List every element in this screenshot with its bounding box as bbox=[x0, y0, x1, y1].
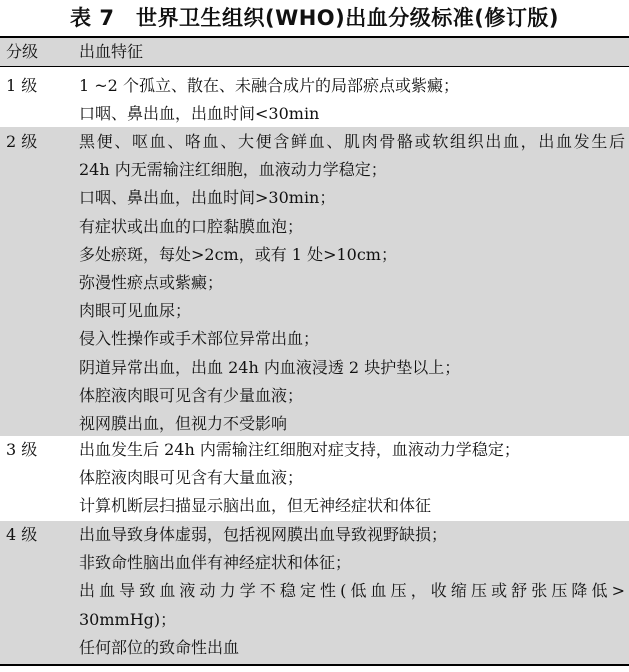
feature-line: 弥漫性瘀点或紫癜； bbox=[79, 272, 224, 292]
feature-line: 黑便、呕血、咯血、大便含鲜血、肌肉骨骼或软组织出血，出血发生后 bbox=[79, 132, 625, 151]
feature-line: 侵入性操作或手术部位异常出血； bbox=[79, 329, 320, 349]
feature-lines bbox=[79, 72, 625, 128]
table-row-grade-3 bbox=[0, 436, 629, 521]
feature-line: 体腔液肉眼可见含有少量血液； bbox=[79, 385, 304, 405]
grade-label: 1 级 bbox=[6, 76, 38, 95]
feature-line: 计算机断层扫描显示脑出血，但无神经症状和体征 bbox=[79, 496, 432, 516]
feature-line: 肉眼可见血尿； bbox=[79, 301, 192, 321]
feature-line: 任何部位的致命性出血 bbox=[79, 637, 240, 657]
table-header bbox=[0, 38, 629, 66]
feature-line: 有症状或出血的口腔黏膜血泡； bbox=[79, 216, 304, 236]
table-row-grade-4 bbox=[0, 521, 629, 664]
grade-label: 4 级 bbox=[6, 525, 38, 544]
grade-label: 3 级 bbox=[6, 440, 38, 459]
feature-lines bbox=[79, 128, 625, 438]
feature-line: 非致命性脑出血伴有神经症状和体征； bbox=[79, 553, 352, 573]
feature-line: 出血导致血液动力学不稳定性(低血压，收缩压或舒张压降低> bbox=[79, 581, 625, 601]
feature-line: 视网膜出血，但视力不受影响 bbox=[79, 413, 288, 433]
bottom-rule bbox=[0, 664, 629, 666]
header-rule bbox=[0, 66, 629, 67]
feature-line: 出血发生后 24h 内需输注红细胞对症支持，血液动力学稳定； bbox=[79, 440, 520, 459]
header-feature: 出血特征 bbox=[79, 42, 144, 61]
table-title: 表 7 世界卫生组织(WHO)出血分级标准(修订版) bbox=[70, 6, 559, 30]
feature-lines bbox=[79, 436, 625, 521]
feature-line: 口咽、鼻出血，出血时间<30min bbox=[79, 104, 320, 124]
table-row-grade-2 bbox=[0, 127, 629, 436]
feature-line: 多处瘀斑，每处>2cm，或有 1 处>10cm； bbox=[79, 244, 397, 264]
grade-label: 2 级 bbox=[6, 132, 38, 151]
feature-line: 体腔液肉眼可见含有大量血液； bbox=[79, 468, 304, 488]
feature-line: 阴道异常出血，出血 24h 内血液浸透 2 块护垫以上； bbox=[79, 357, 461, 377]
feature-line: 1 ~2 个孤立、散在、未融合成片的局部瘀点或紫癜； bbox=[79, 76, 459, 95]
feature-line: 口咽、鼻出血，出血时间>30min； bbox=[79, 188, 336, 208]
feature-line: 24h 内无需输注红细胞，血液动力学稳定； bbox=[79, 160, 387, 180]
table-row-grade-1 bbox=[0, 72, 629, 128]
feature-lines bbox=[79, 521, 625, 662]
feature-line: 出血导致身体虚弱，包括视网膜出血导致视野缺损； bbox=[79, 525, 448, 544]
feature-line: 30mmHg)； bbox=[79, 609, 177, 629]
header-grade: 分级 bbox=[6, 42, 39, 61]
